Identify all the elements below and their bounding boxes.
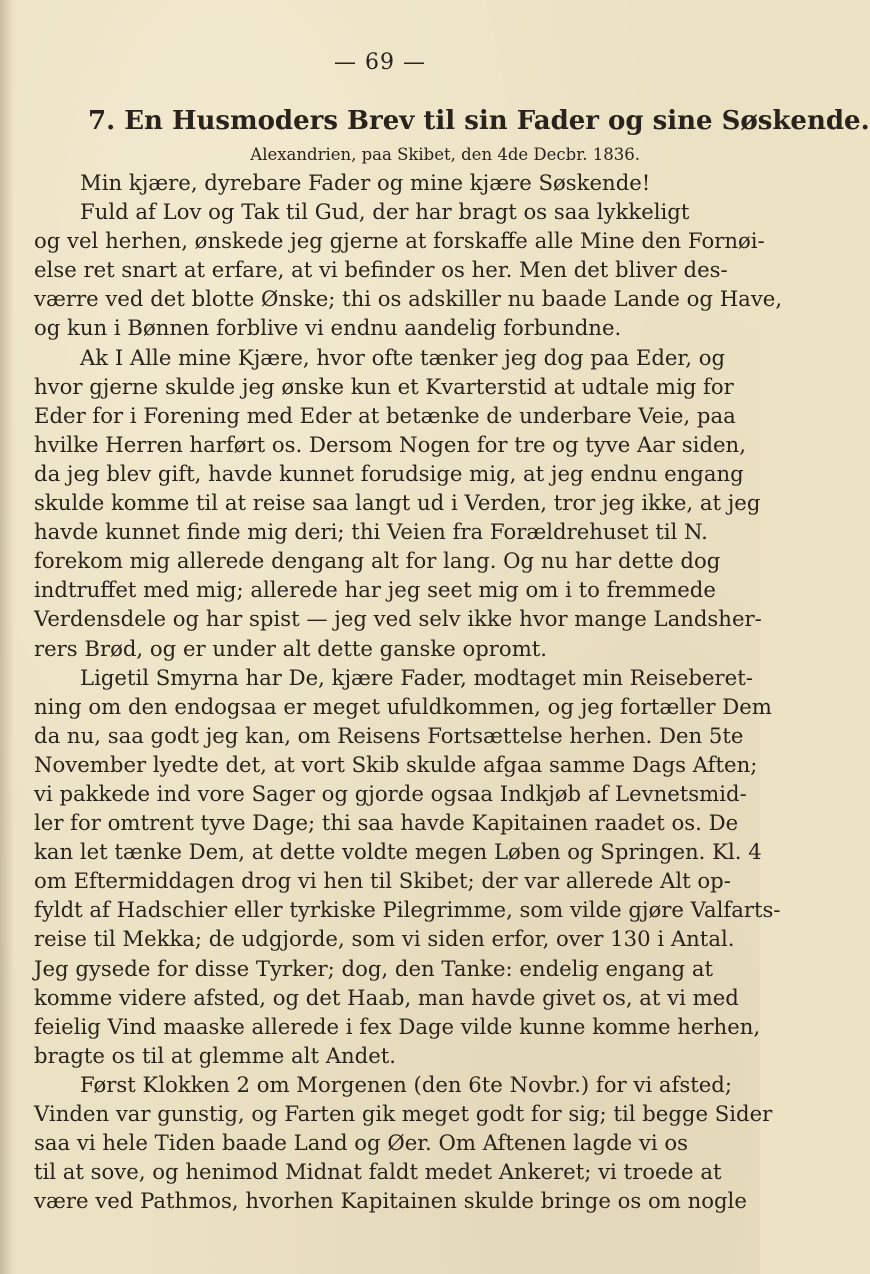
text-line: indtruffet med mig; allerede har jeg seet mig om i to fremmede: [34, 577, 716, 603]
text-line: værre ved det blotte Ønske; thi os adskiller nu baade Lande og Have,: [34, 286, 783, 312]
text-line: hvor gjerne skulde jeg ønske kun et Kvarterstid at udtale mig for: [34, 373, 734, 399]
text-line: fyldt af Hadschier eller tyrkiske Pilegrimme, som vilde gjøre Valfarts-: [34, 897, 781, 923]
text-line: Først Klokken 2 om Morgenen (den 6te Novbr.) for vi afsted;: [80, 1071, 732, 1097]
text-line: Vinden var gunstig, og Farten gik meget godt for sig; til begge Sider: [34, 1101, 773, 1126]
text-line: reise til Mekka; de udgjorde, som vi siden erfor, over 130 i Antal.: [34, 926, 735, 952]
text-line: feielig Vind maaske allerede i fex Dage vilde kunne komme herhen,: [34, 1013, 761, 1039]
text-line: saa vi hele Tiden baade Land og Øer. Om Aftenen lagde vi os: [34, 1130, 689, 1156]
text-line: hvilke Herren harført os. Dersom Nogen for tre og tyve Aar siden,: [34, 431, 746, 457]
page-number: — 69 —: [334, 50, 426, 75]
letter-body: [34, 168, 783, 1215]
text-line: til at sove, og henimod Midnat faldt medet Ankeret; vi troede at: [34, 1159, 722, 1185]
chapter-heading: 7. En Husmoders Brev til sin Fader og sine Søskende.: [88, 106, 870, 136]
text-line: vi pakkede ind vore Sager og gjorde ogsaa Indkjøb af Levnetsmid-: [34, 780, 747, 806]
page-gutter-shadow: [0, 0, 14, 1274]
text-line: Jeg gysede for disse Tyrker; dog, den Tanke: endelig engang at: [34, 955, 713, 981]
text-line: Ak I Alle mine Kjære, hvor ofte tænker jeg dog paa Eder, og: [80, 344, 726, 370]
text-line: kan let tænke Dem, at dette voldte megen Løben og Springen. Kl. 4: [34, 839, 762, 865]
text-line: da jeg blev gift, havde kunnet forudsige mig, at jeg endnu engang: [34, 460, 744, 486]
letter-dateline: Alexandrien, paa Skibet, den 4de Decbr. 1836.: [250, 145, 640, 164]
text-line: Min kjære, dyrebare Fader og mine kjære Søskende!: [80, 170, 651, 195]
text-line: forekom mig allerede dengang alt for lang. Og nu har dette dog: [34, 548, 721, 574]
text-line: og vel herhen, ønskede jeg gjerne at forskaffe alle Mine den Fornøi-: [34, 228, 765, 254]
text-line: Eder for i Forening med Eder at betænke de underbare Veie, paa: [34, 402, 736, 428]
text-line: else ret snart at erfare, at vi befinder os her. Men det bliver des-: [34, 257, 728, 283]
text-line: Ligetil Smyrna har De, kjære Fader, modtaget min Reiseberet-: [80, 664, 753, 690]
text-line: ler for omtrent tyve Dage; thi saa havde Kapitainen raadet os. De: [34, 810, 739, 836]
text-line: skulde komme til at reise saa langt ud i Verden, tror jeg ikke, at jeg: [34, 490, 761, 516]
text-line: være ved Pathmos, hvorhen Kapitainen skulde bringe os om nogle: [34, 1188, 747, 1214]
text-line: da nu, saa godt jeg kan, om Reisens Fortsættelse herhen. Den 5te: [34, 722, 744, 748]
text-line: Fuld af Lov og Tak til Gud, der har bragt os saa lykkeligt: [80, 199, 690, 225]
text-line: om Eftermiddagen drog vi hen til Skibet; der var allerede Alt op-: [34, 868, 731, 894]
text-line: rers Brød, og er under alt dette ganske opromt.: [34, 635, 548, 661]
text-line: havde kunnet finde mig deri; thi Veien fra Forældrehuset til N.: [34, 519, 708, 545]
text-line: Verdensdele og har spist — jeg ved selv ikke hvor mange Landsher-: [34, 606, 762, 632]
text-line: komme videre afsted, og det Haab, man havde givet os, at vi med: [34, 984, 739, 1010]
text-line: November lyedte det, at vort Skib skulde afgaa samme Dags Aften;: [34, 751, 758, 777]
text-line: ning om den endogsaa er meget ufuldkommen, og jeg fortæller Dem: [34, 693, 772, 719]
text-line: og kun i Bønnen forblive vi endnu aandelig forbundne.: [34, 315, 622, 341]
text-line: bragte os til at glemme alt Andet.: [34, 1042, 397, 1068]
